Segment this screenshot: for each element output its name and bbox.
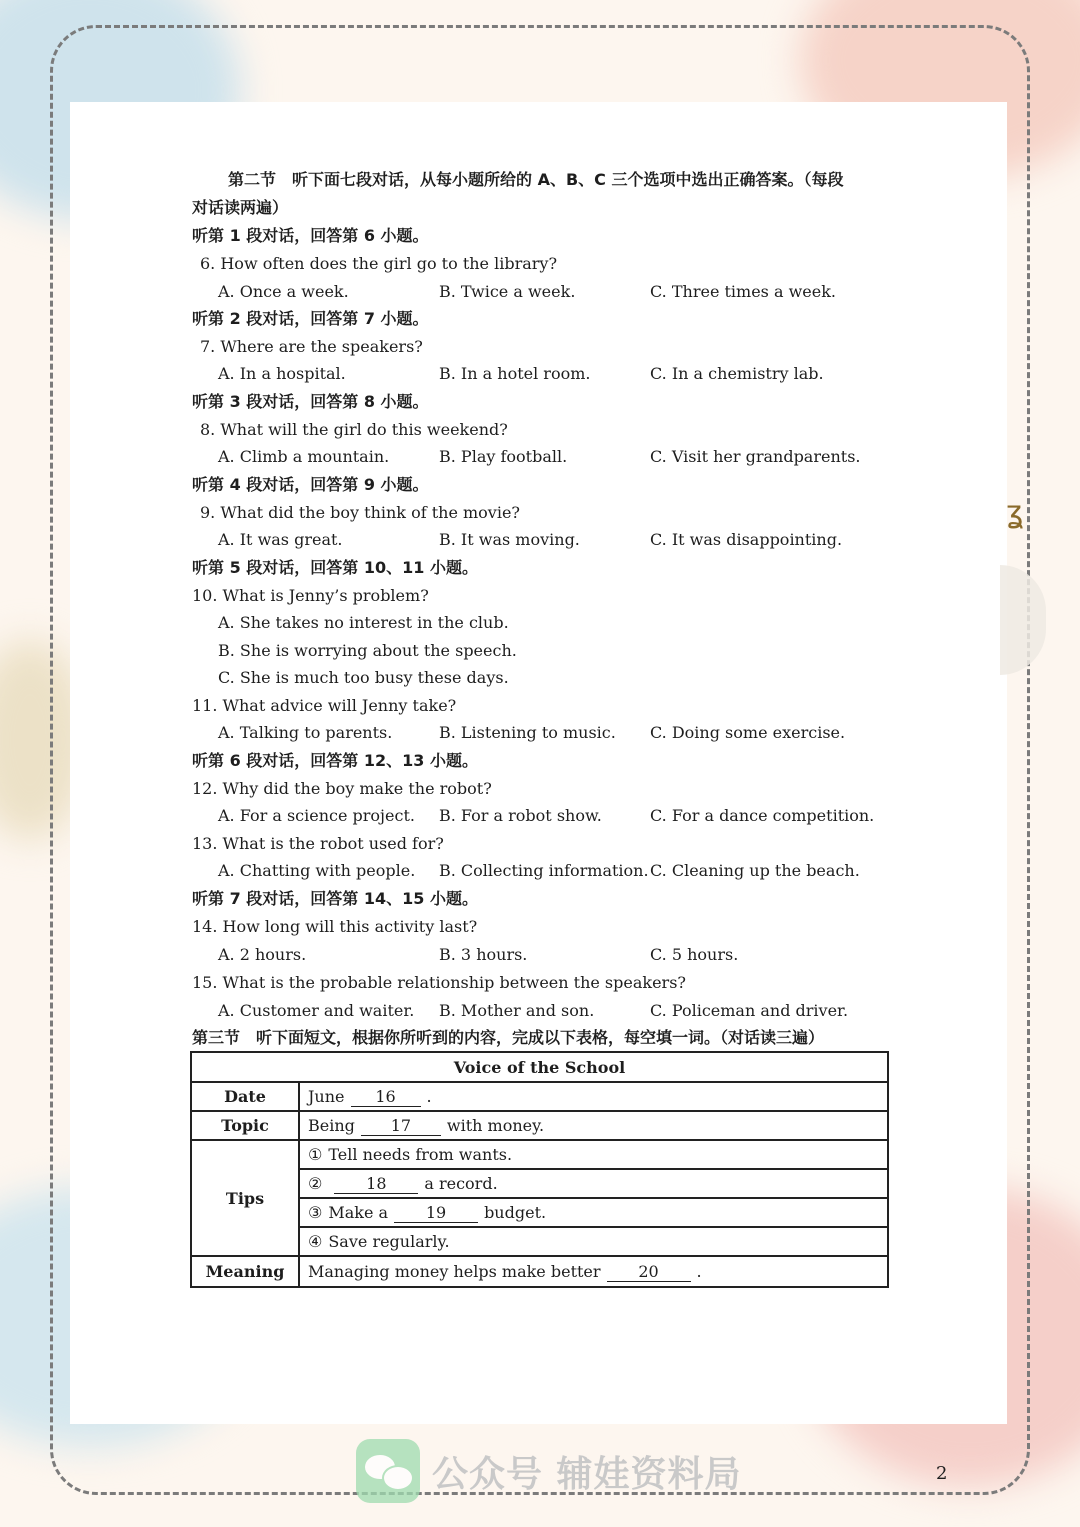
- tip-4-number: ④: [308, 1232, 323, 1251]
- answer-blank-17: 17: [361, 1117, 441, 1136]
- option-a: A. She takes no interest in the club.: [218, 613, 509, 632]
- section2-heading-cont: 对话读两遍）: [192, 198, 289, 217]
- table-title: Voice of the School: [191, 1052, 888, 1082]
- tip-3: [299, 1198, 888, 1227]
- option-b: B. For a robot show.: [439, 806, 602, 825]
- answer-blank-20: 20: [607, 1263, 691, 1282]
- option-c: C. Doing some exercise.: [650, 723, 846, 742]
- table-row: [191, 1140, 888, 1169]
- option-a: A. Chatting with people.: [218, 861, 416, 880]
- wechat-icon: [356, 1439, 420, 1503]
- question-14: 14. How long will this activity last?: [192, 917, 478, 936]
- question-11: 11. What advice will Jenny take?: [192, 696, 457, 715]
- question-6: 6. How often does the girl go to the library?: [200, 254, 558, 273]
- question-15: 15. What is the probable relationship between the speakers?: [192, 973, 686, 992]
- notes-table: [190, 1051, 889, 1288]
- table-row: [191, 1082, 888, 1111]
- tip-4-text: Save regularly.: [328, 1232, 450, 1251]
- tip-1-text: Tell needs from wants.: [328, 1145, 513, 1164]
- meaning-label: Meaning: [191, 1256, 299, 1287]
- option-c: C. Three times a week.: [650, 282, 837, 301]
- option-a: A. In a hospital.: [218, 364, 346, 383]
- question-13: 13. What is the robot used for?: [192, 834, 444, 853]
- question-7: 7. Where are the speakers?: [200, 337, 423, 356]
- option-b: B. In a hotel room.: [439, 364, 591, 383]
- option-b: B. It was moving.: [439, 530, 580, 549]
- decor-swirl-icon: ʓ: [1006, 495, 1024, 530]
- option-b: B. 3 hours.: [439, 945, 528, 964]
- option-a: A. Once a week.: [218, 282, 349, 301]
- option-c: C. Visit her grandparents.: [650, 447, 861, 466]
- answer-blank-18: 18: [334, 1175, 418, 1194]
- meaning-cell: [299, 1256, 888, 1287]
- tip-4: [299, 1227, 888, 1256]
- option-a: A. It was great.: [218, 530, 343, 549]
- option-c: C. Policeman and driver.: [650, 1001, 849, 1020]
- option-a: A. Climb a mountain.: [218, 447, 390, 466]
- option-a: A. 2 hours.: [218, 945, 307, 964]
- topic-suffix: with money.: [446, 1115, 545, 1135]
- answer-blank-19: 19: [394, 1204, 478, 1223]
- option-a: A. Customer and waiter.: [218, 1001, 415, 1020]
- answer-blank-16: 16: [351, 1088, 421, 1107]
- option-b: B. Listening to music.: [439, 723, 616, 742]
- tip-2: [299, 1169, 888, 1198]
- question-9: 9. What did the boy think of the movie?: [200, 503, 521, 522]
- tip-1-number: ①: [308, 1145, 323, 1164]
- tip-3-suffix: budget.: [484, 1202, 547, 1222]
- option-b: B. Twice a week.: [439, 282, 576, 301]
- meaning-suffix: .: [696, 1261, 702, 1281]
- dialogue-intro: 听第 1 段对话，回答第 6 小题。: [192, 226, 429, 245]
- option-b: B. Mother and son.: [439, 1001, 595, 1020]
- option-c: C. 5 hours.: [650, 945, 739, 964]
- option-c: C. In a chemistry lab.: [650, 364, 824, 383]
- topic-prefix: Being: [308, 1115, 355, 1135]
- dialogue-intro: 听第 3 段对话，回答第 8 小题。: [192, 392, 429, 411]
- watermark: [356, 1438, 742, 1504]
- topic-cell: [299, 1111, 888, 1140]
- decor-bubble-icon: [1000, 565, 1046, 675]
- dialogue-intro: 听第 4 段对话，回答第 9 小题。: [192, 475, 429, 494]
- date-prefix: June: [308, 1086, 345, 1106]
- dialogue-intro: 听第 5 段对话，回答第 10、11 小题。: [192, 558, 478, 577]
- question-12: 12. Why did the boy make the robot?: [192, 779, 492, 798]
- page-number: 2: [936, 1463, 948, 1484]
- dialogue-intro: 听第 2 段对话，回答第 7 小题。: [192, 309, 429, 328]
- option-b: B. She is worrying about the speech.: [218, 641, 517, 660]
- option-b: B. Collecting information.: [439, 861, 649, 880]
- option-c: C. She is much too busy these days.: [218, 668, 509, 687]
- option-c: C. For a dance competition.: [650, 806, 875, 825]
- topic-label: Topic: [191, 1111, 299, 1140]
- date-suffix: .: [426, 1086, 432, 1106]
- question-10: 10. What is Jenny’s problem?: [192, 586, 429, 605]
- table-row: [191, 1111, 888, 1140]
- option-b: B. Play football.: [439, 447, 568, 466]
- table-row: [191, 1256, 888, 1287]
- dialogue-intro: 听第 6 段对话，回答第 12、13 小题。: [192, 751, 478, 770]
- tip-3-number: ③: [308, 1202, 323, 1222]
- option-a: A. Talking to parents.: [218, 723, 393, 742]
- watermark-text: 公众号 辅娃资料局: [432, 1453, 742, 1495]
- question-8: 8. What will the girl do this weekend?: [200, 420, 508, 439]
- option-a: A. For a science project.: [218, 806, 415, 825]
- dialogue-intro: 听第 7 段对话，回答第 14、15 小题。: [192, 889, 478, 908]
- tip-2-suffix: a record.: [424, 1173, 498, 1193]
- date-cell: [299, 1082, 888, 1111]
- tip-3-prefix: Make a: [328, 1202, 389, 1222]
- option-c: C. It was disappointing.: [650, 530, 843, 549]
- tip-2-number: ②: [308, 1173, 323, 1193]
- meaning-prefix: Managing money helps make better: [308, 1261, 601, 1281]
- tip-1: [299, 1140, 888, 1169]
- section3-heading: 第三节 听下面短文，根据你所听到的内容，完成以下表格，每空填一词。（对话读三遍）: [192, 1028, 825, 1047]
- option-c: C. Cleaning up the beach.: [650, 861, 860, 880]
- section2-heading: 第二节 听下面七段对话，从每小题所给的 A、B、C 三个选项中选出正确答案。（每段: [228, 170, 844, 189]
- tips-label: Tips: [191, 1140, 299, 1256]
- table-title-row: [191, 1052, 888, 1082]
- date-label: Date: [191, 1082, 299, 1111]
